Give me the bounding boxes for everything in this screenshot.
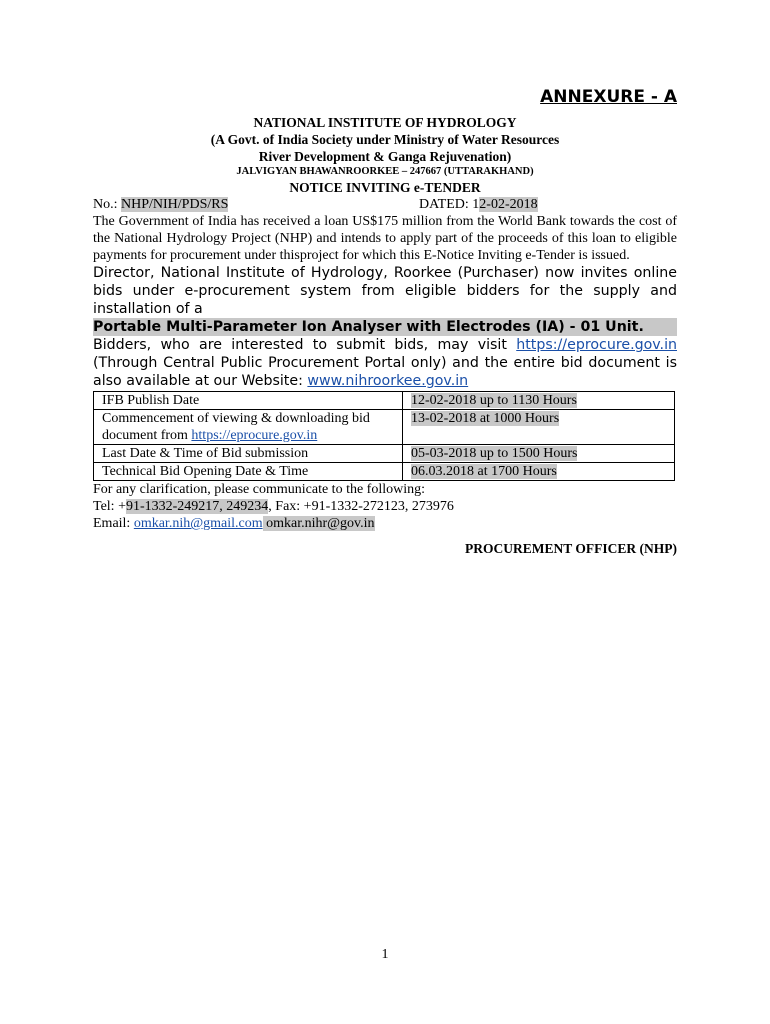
tel-label: Tel: + — [93, 499, 126, 514]
bidders-text-middle: (Through Central Public Procurement Portal only) and the entire bid document is also available at our Website: — [93, 355, 677, 389]
schedule-label: Last Date & Time of Bid submission — [94, 445, 403, 463]
eprocure-link[interactable]: https://eprocure.gov.in — [516, 337, 677, 353]
schedule-label: Technical Bid Opening Date & Time — [94, 463, 403, 481]
table-row — [94, 445, 675, 463]
reference-no-value: NHP/NIH/PDS/RS — [121, 197, 229, 212]
reference-date — [419, 196, 538, 213]
table-row — [94, 463, 675, 481]
eprocure-table-link[interactable]: https://eprocure.gov.in — [191, 428, 318, 443]
society-line: (A Govt. of India Society under Ministry of Water Resources — [210, 132, 560, 147]
schedule-label — [94, 410, 403, 445]
reference-no-label: No.: — [93, 197, 121, 212]
email-label: Email: — [93, 516, 134, 531]
ministry-line: River Development & Ganga Rejuvenation) — [258, 149, 512, 164]
institute-name: NATIONAL INSTITUTE OF HYDROLOGY — [253, 115, 517, 130]
address-line: JALVIGYAN BHAWANROORKEE – 247667 (UTTARAKHAND) — [236, 166, 534, 177]
page-number: 1 — [381, 947, 389, 962]
schedule-value-text: 05-03-2018 up to 1500 Hours — [411, 446, 578, 461]
intro-paragraph: The Government of India has received a loan US$175 million from the World Bank towards the cost of the National Hydrology Project (NHP) and intends to apply part of the proceeds of this loan to eligible payments for procurement under thisproject for which this E-Notice Inviting e-Tender is issued. — [93, 214, 677, 263]
schedule-label-text: Commencement of viewing & downloading bid document from — [102, 411, 370, 443]
reference-number — [93, 196, 419, 213]
schedule-label: IFB Publish Date — [94, 392, 403, 410]
item-title: Portable Multi-Parameter Ion Analyser with Electrodes (IA) - 01 Unit. — [93, 318, 677, 336]
schedule-value-text: 12-02-2018 up to 1130 Hours — [411, 393, 577, 408]
notice-title: NOTICE INVITING e-TENDER — [289, 180, 481, 195]
bidders-text-before: Bidders, who are interested to submit bids, may visit — [93, 337, 517, 353]
phone-line — [93, 498, 677, 515]
reference-row — [93, 196, 677, 213]
reference-date-value: 2-02-2018 — [479, 197, 538, 212]
table-row — [94, 392, 675, 410]
reference-date-label: DATED: 1 — [419, 197, 480, 212]
document-page — [93, 86, 677, 571]
schedule-value-text: 13-02-2018 at 1000 Hours — [411, 411, 560, 426]
email-gov: omkar.nihr@gov.in — [262, 516, 375, 531]
procurement-officer: PROCUREMENT OFFICER (NHP) — [465, 541, 677, 556]
table-row — [94, 410, 675, 445]
clarification-line: For any clarification, please communicate to the following: — [93, 482, 426, 497]
schedule-table — [93, 391, 675, 481]
schedule-value — [403, 392, 675, 410]
website-link[interactable]: www.nihroorkee.gov.in — [307, 373, 469, 389]
annexure-title: ANNEXURE - A — [540, 87, 677, 107]
tel-value: 91-1332-249217, 249234 — [125, 499, 269, 514]
bidders-paragraph — [93, 336, 677, 390]
schedule-value — [403, 463, 675, 481]
schedule-value — [403, 410, 675, 445]
director-paragraph: Director, National Institute of Hydrology, Roorkee (Purchaser) now invites online bids under e-procurement system from eligible bidders for the supply and installation of a — [93, 265, 677, 317]
schedule-value — [403, 445, 675, 463]
email-link-gmail[interactable]: omkar.nih@gmail.com — [133, 516, 263, 531]
fax-text: , Fax: +91-1332-272123, 273976 — [268, 499, 454, 514]
schedule-value-text: 06.03.2018 at 1700 Hours — [411, 464, 557, 479]
email-line — [93, 515, 677, 532]
